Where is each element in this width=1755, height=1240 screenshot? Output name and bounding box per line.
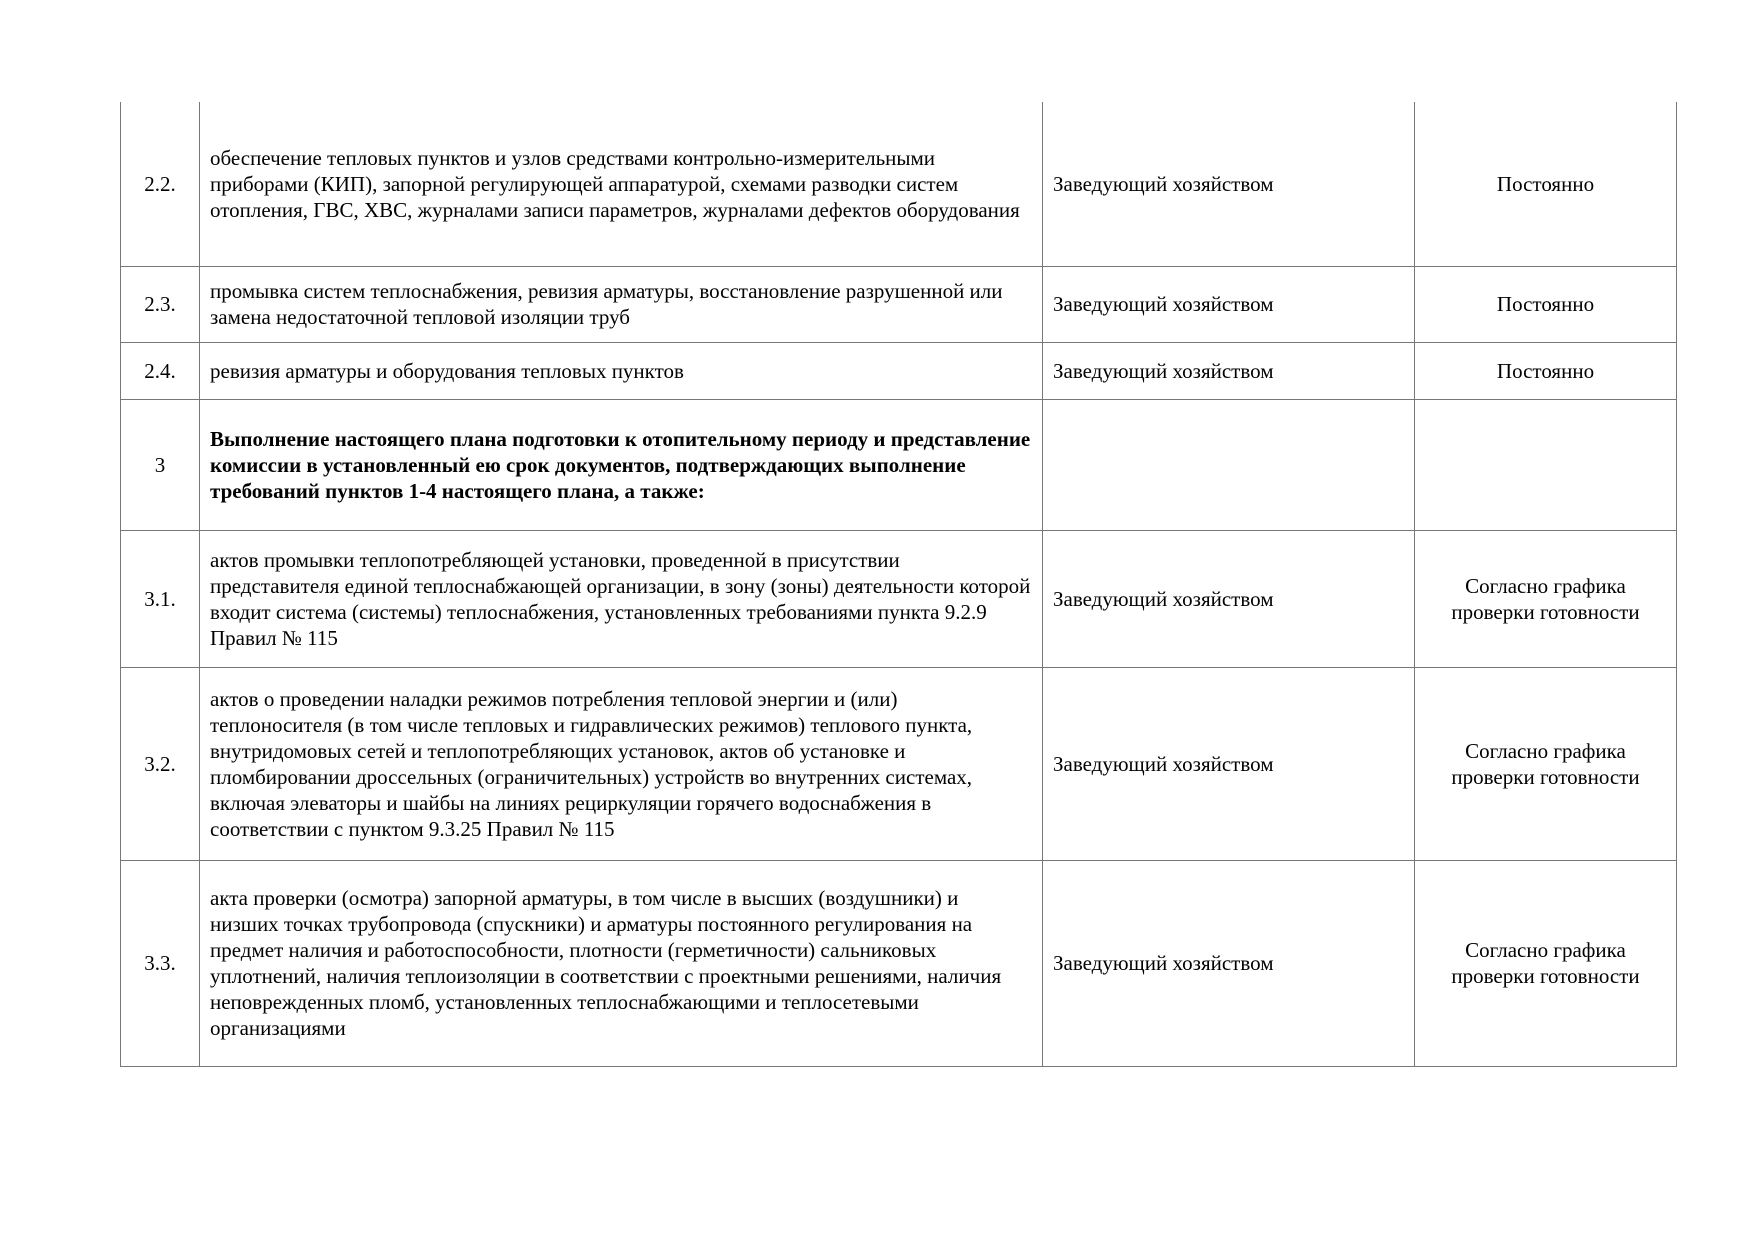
row-responsible: Заведующий хозяйством — [1043, 860, 1415, 1066]
table-row — [121, 530, 1677, 667]
row-responsible: Заведующий хозяйством — [1043, 342, 1415, 399]
row-description: актов промывки теплопотребляющей установки, проведенной в присутствии представителя единой теплоснабжающей организации, в зону (зоны) деятельности которой входит система (системы) теплоснабжения, установленных требованиями пункта 9.2.9 Правил № 115 — [200, 530, 1043, 667]
row-description: промывка систем теплоснабжения, ревизия арматуры, восстановление разрушенной или замена недостаточной тепловой изоляции труб — [200, 266, 1043, 342]
row-number: 3.1. — [121, 530, 200, 667]
row-term-text: Согласно графика проверки готовности — [1451, 738, 1640, 789]
row-term-text: Согласно графика проверки готовности — [1451, 573, 1640, 624]
row-number: 2.2. — [121, 102, 200, 266]
table-row — [121, 102, 1677, 266]
row-term: Постоянно — [1415, 266, 1677, 342]
row-description: ревизия арматуры и оборудования тепловых пунктов — [200, 342, 1043, 399]
row-number: 2.4. — [121, 342, 200, 399]
table-row — [121, 266, 1677, 342]
row-term — [1415, 399, 1677, 530]
row-responsible: Заведующий хозяйством — [1043, 266, 1415, 342]
row-responsible: Заведующий хозяйством — [1043, 530, 1415, 667]
row-term — [1415, 860, 1677, 1066]
table-row — [121, 399, 1677, 530]
row-number: 3.3. — [121, 860, 200, 1066]
row-term: Постоянно — [1415, 102, 1677, 266]
row-number: 2.3. — [121, 266, 200, 342]
row-term: Постоянно — [1415, 342, 1677, 399]
table-row — [121, 342, 1677, 399]
table-row — [121, 860, 1677, 1066]
row-number: 3 — [121, 399, 200, 530]
row-description: Выполнение настоящего плана подготовки к отопительному периоду и представление комиссии в установленный ею срок документов, подтверждающих выполнение требований пунктов 1-4 настоящего плана, а также: — [200, 399, 1043, 530]
row-responsible: Заведующий хозяйством — [1043, 667, 1415, 860]
heating-preparation-plan-table — [120, 102, 1677, 1067]
row-description: актов о проведении наладки режимов потребления тепловой энергии и (или) теплоносителя (в том числе тепловых и гидравлических режимов) теплового пункта, внутридомовых сетей и теплопотребляющих установок, актов об установке и пломбировании дроссельных (ограничительных) устройств во внутренних системах, включая элеваторы и шайбы на линиях рециркуляции горячего водоснабжения в соответствии с пунктом 9.3.25 Правил № 115 — [200, 667, 1043, 860]
row-description: обеспечение тепловых пунктов и узлов средствами контрольно-измерительными приборами (КИП), запорной регулирующей аппаратурой, схемами разводки систем отопления, ГВС, ХВС, журналами записи параметров, журналами дефектов оборудования — [200, 102, 1043, 266]
row-term — [1415, 530, 1677, 667]
row-description: акта проверки (осмотра) запорной арматуры, в том числе в высших (воздушники) и низших точках трубопровода (спускники) и арматуры постоянного регулирования на предмет наличия и работоспособности, плотности (герметичности) сальниковых уплотнений, наличия теплоизоляции в соответствии с проектными решениями, наличия неповрежденных пломб, установленных теплоснабжающими и теплосетевыми организациями — [200, 860, 1043, 1066]
row-term-text: Согласно графика проверки готовности — [1451, 938, 1640, 988]
row-term — [1415, 667, 1677, 860]
table-row — [121, 667, 1677, 860]
row-number: 3.2. — [121, 667, 200, 860]
row-responsible — [1043, 399, 1415, 530]
row-responsible: Заведующий хозяйством — [1043, 102, 1415, 266]
